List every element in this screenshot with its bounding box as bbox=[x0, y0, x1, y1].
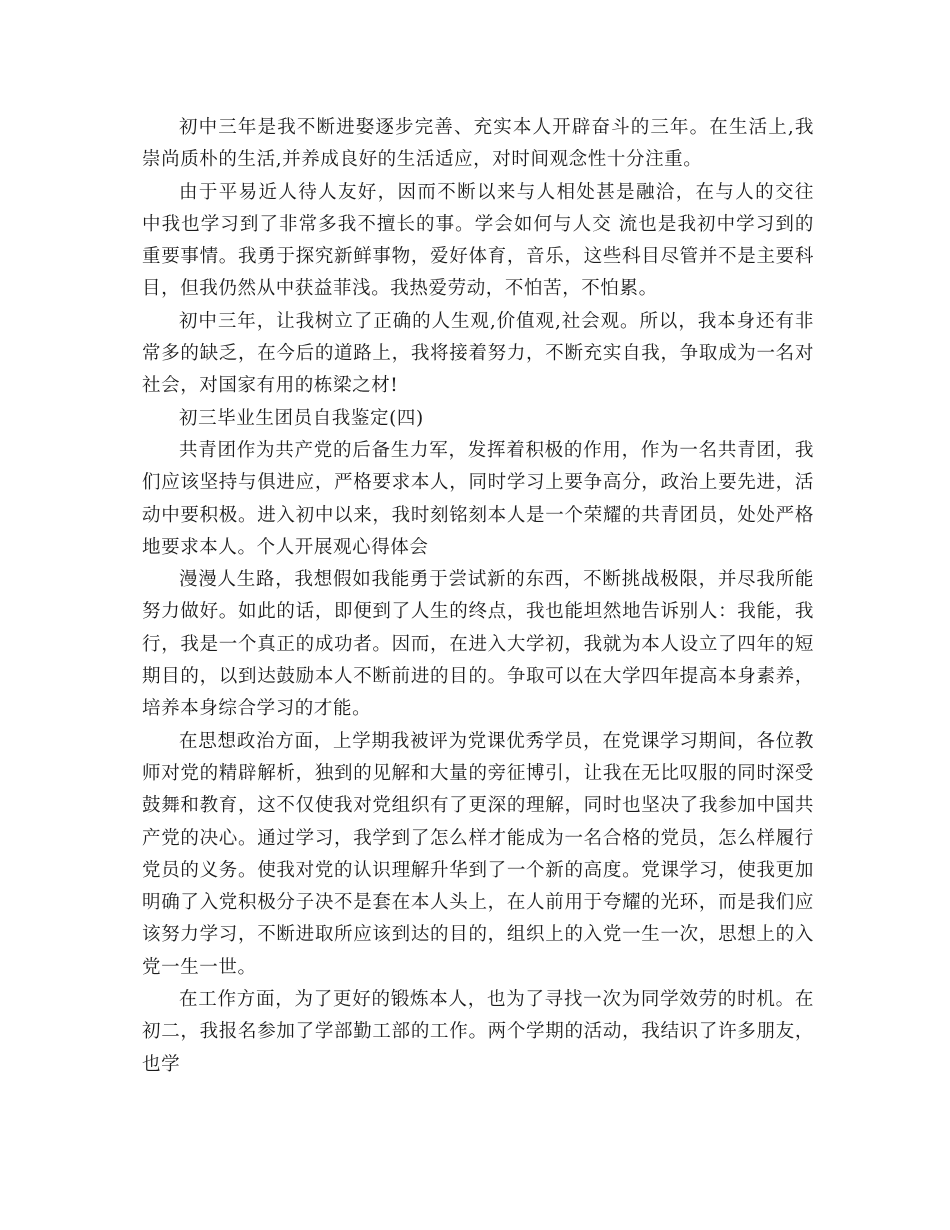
paragraph-7: 在思想政治方面，上学期我被评为党课优秀学员，在党课学习期间，各位教师对党的精辟解析，独到的见解和大量的旁征博引，让我在无比叹服的同时深受鼓舞和教育，这不仅使我对党组织有了更深的理解，同时也坚决了我参加中国共产党的决心。通过学习，我学到了怎么样才能成为一名合格的党员，怎么样履行党员的义务。使我对党的认识理解升华到了一个新的高度。党课学习，使我更加明确了入党积极分子决不是套在本人头上，在人前用于夸耀的光环，而是我们应该努力学习，不断进取所应该到达的目的，组织上的入党一生一次，思想上的入党一生一世。 bbox=[142, 730, 814, 978]
paragraph-8: 在工作方面，为了更好的锻炼本人，也为了寻找一次为同学效劳的时机。在初二，我报名参加了学部勤工部的工作。两个学期的活动，我结识了许多朋友，也学 bbox=[142, 989, 814, 1075]
document-body bbox=[142, 112, 814, 1081]
paragraph-6: 漫漫人生路，我想假如我能勇于尝试新的东西，不断挑战极限，并尽我所能努力做好。如此的话，即便到了人生的终点，我也能坦然地告诉别人：我能，我行，我是一个真正的成功者。因而，在进入大学初，我就为本人设立了四年的短期目的，以到达鼓励本人不断前进的目的。争取可以在大学四年提高本身素养，培养本身综合学习的才能。 bbox=[142, 569, 814, 720]
paragraph-3: 初中三年，让我树立了正确的人生观,价值观,社会观。所以，我本身还有非常多的缺乏，在今后的道路上，我将接着努力，不断充实自我，争取成为一名对社会，对国家有用的栋梁之材! bbox=[142, 310, 814, 397]
section-heading: 初三毕业生团员自我鉴定(四) bbox=[179, 407, 424, 429]
paragraph-5: 共青团作为共产党的后备生力军，发挥着积极的作用，作为一名共青团，我们应该坚持与俱进应，严格要求本人，同时学习上要争高分，政治上要先进，活动中要积极。进入初中以来，我时刻铭刻本人是一个荣耀的共青团员，处处严格地要求本人。个人开展观心得体会 bbox=[142, 439, 814, 558]
paragraph-2: 由于平易近人待人友好，因而不断以来与人相处甚是融洽，在与人的交往 中我也学习到了非常多我不擅长的事。学会如何与人交 流也是我初中学习到的重要事情。我勇于探究新鲜事物，爱好体育，音乐，这些科目尽管并不是主要科目，但我仍然从中获益菲浅。我热爱劳动，不怕苦，不怕累。 bbox=[142, 181, 814, 300]
paragraph-1: 初中三年是我不断进娶逐步完善、充实本人开辟奋斗的三年。在生活上,我崇尚质朴的生活,并养成良好的生活适应，对时间观念性十分注重。 bbox=[142, 117, 814, 171]
